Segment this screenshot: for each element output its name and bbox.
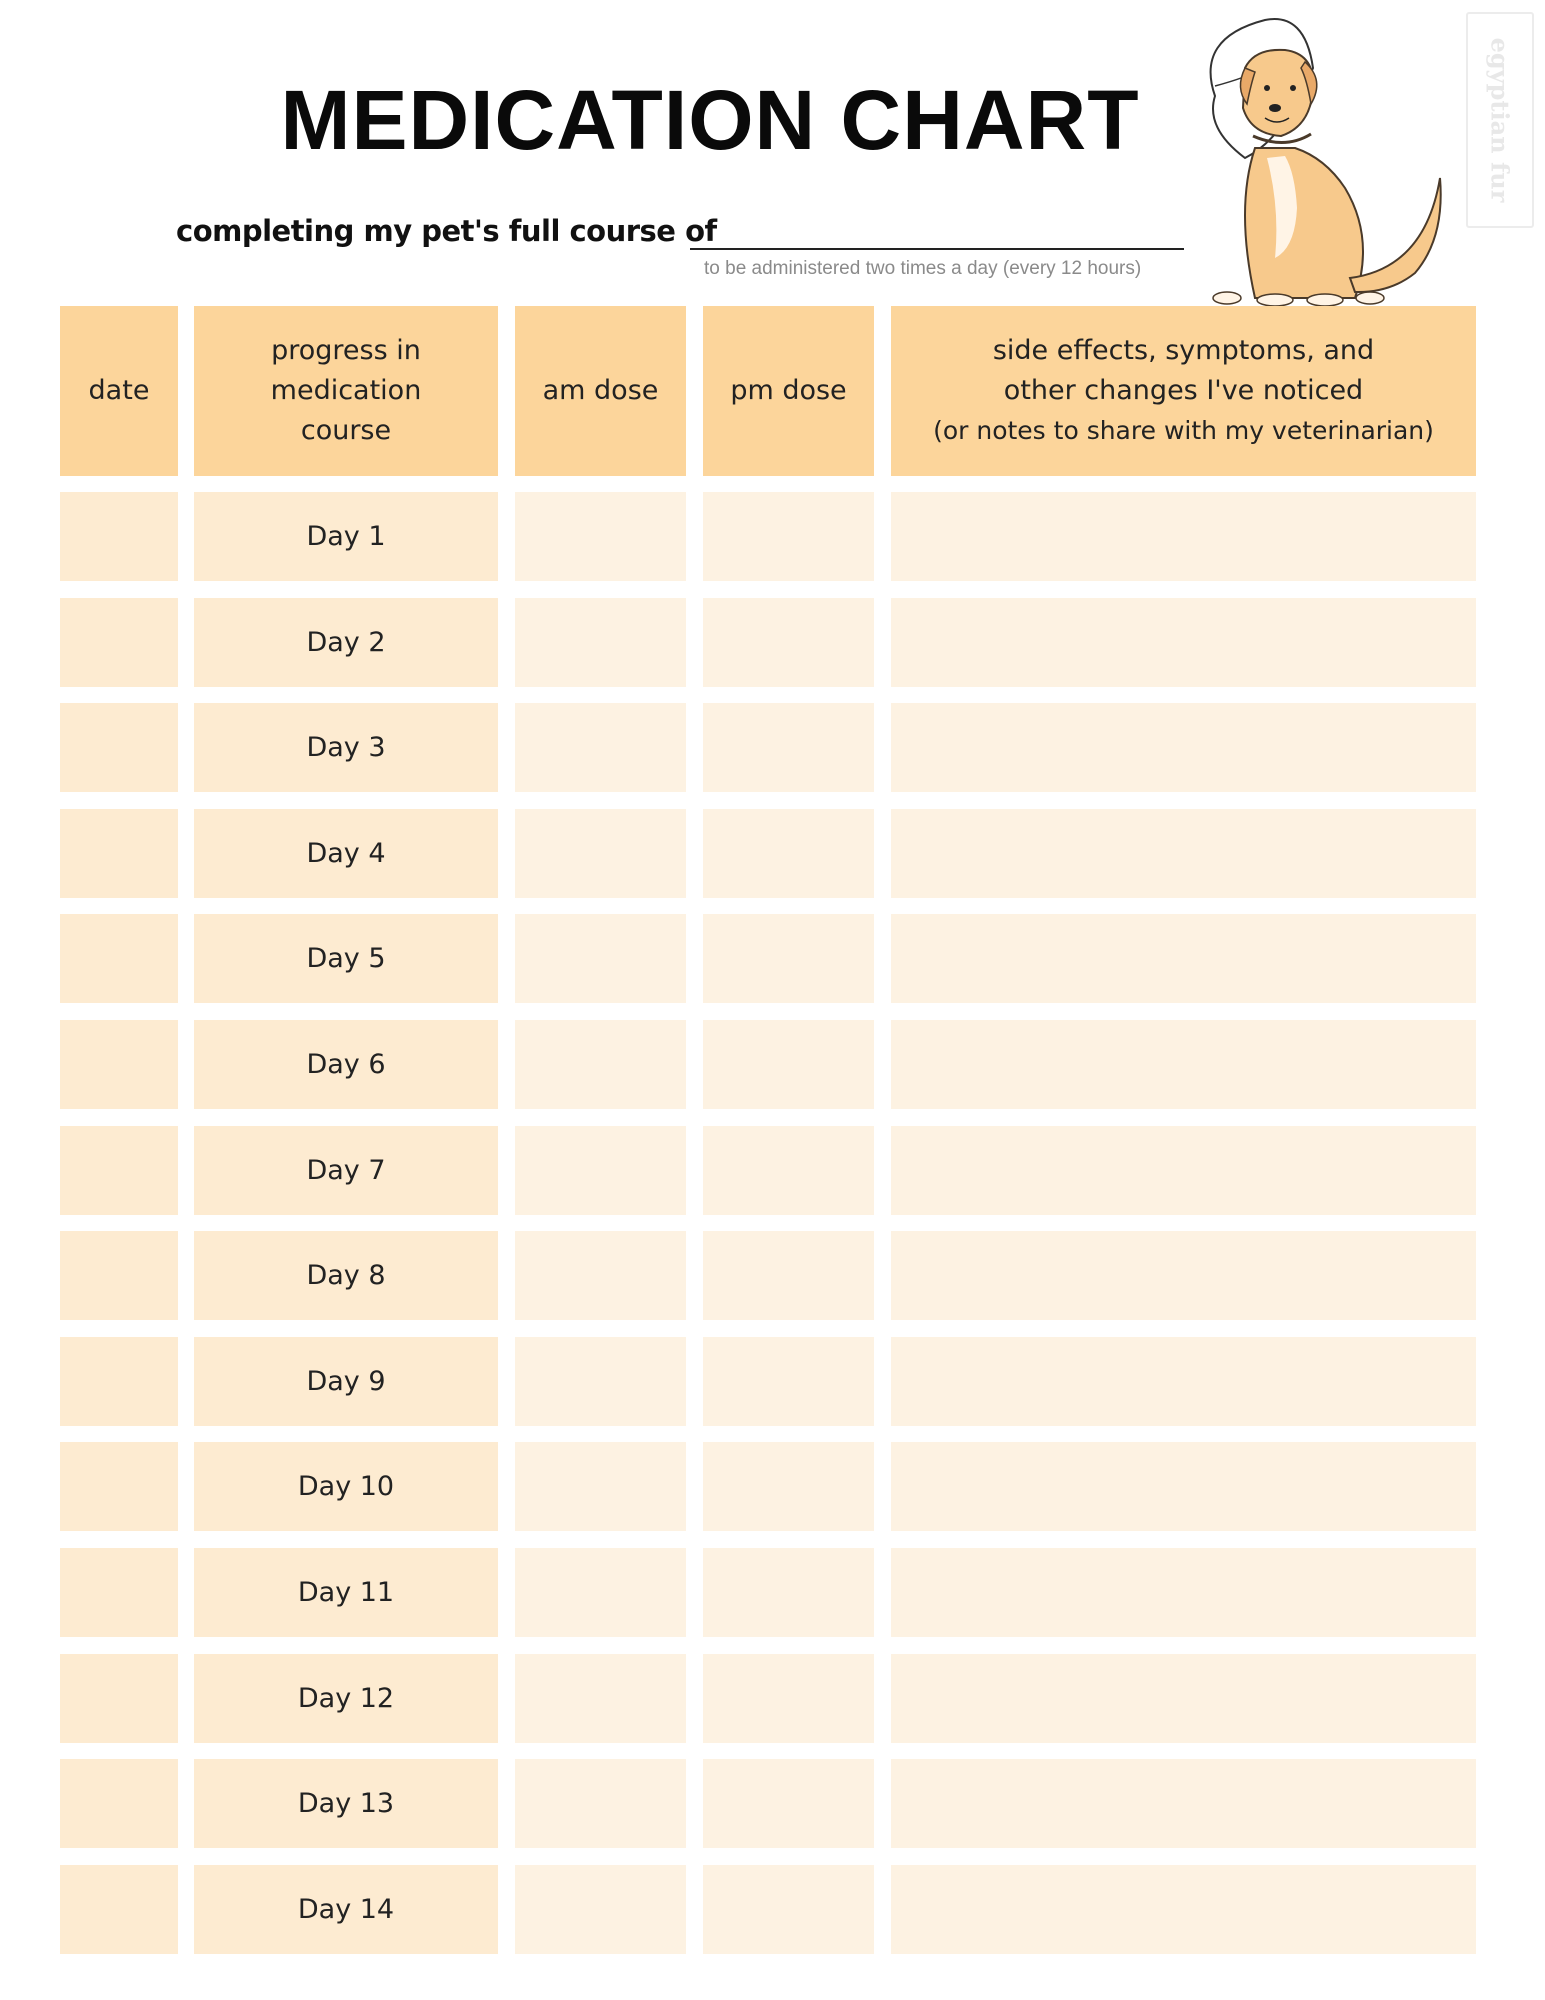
am-dose-cell[interactable] [515, 1865, 686, 1954]
date-cell[interactable] [60, 914, 178, 1003]
progress-cell: Day 5 [194, 914, 498, 1003]
header-notes-line1: side effects, symptoms, and [992, 335, 1375, 366]
pm-dose-cell[interactable] [703, 492, 874, 581]
am-dose-cell[interactable] [515, 1020, 686, 1109]
pm-dose-cell[interactable] [703, 1865, 874, 1954]
date-cell[interactable] [60, 492, 178, 581]
header-progress [194, 306, 498, 476]
am-dose-cell[interactable] [515, 1337, 686, 1426]
dog-cone-illustration [1185, 8, 1465, 310]
pm-dose-cell[interactable] [703, 1759, 874, 1848]
notes-cell[interactable] [891, 1126, 1476, 1215]
notes-cell[interactable] [891, 1337, 1476, 1426]
am-dose-cell[interactable] [515, 809, 686, 898]
progress-cell: Day 7 [194, 1126, 498, 1215]
notes-cell[interactable] [891, 1020, 1476, 1109]
header-notes-line3: (or notes to share with my veterinarian) [933, 416, 1434, 445]
notes-cell[interactable] [891, 1442, 1476, 1531]
date-cell[interactable] [60, 1548, 178, 1637]
date-cell[interactable] [60, 1442, 178, 1531]
progress-cell: Day 8 [194, 1231, 498, 1320]
notes-cell[interactable] [891, 703, 1476, 792]
progress-cell: Day 13 [194, 1759, 498, 1848]
pm-dose-cell[interactable] [703, 1126, 874, 1215]
header-progress-line1: progress in [271, 335, 421, 366]
am-dose-cell[interactable] [515, 914, 686, 1003]
am-dose-cell[interactable] [515, 1126, 686, 1215]
notes-cell[interactable] [891, 1231, 1476, 1320]
notes-cell[interactable] [891, 1654, 1476, 1743]
progress-cell: Day 6 [194, 1020, 498, 1109]
notes-cell[interactable] [891, 1759, 1476, 1848]
notes-cell[interactable] [891, 1865, 1476, 1954]
am-dose-cell[interactable] [515, 1231, 686, 1320]
am-dose-cell[interactable] [515, 1759, 686, 1848]
notes-cell[interactable] [891, 492, 1476, 581]
date-cell[interactable] [60, 809, 178, 898]
am-dose-cell[interactable] [515, 703, 686, 792]
notes-cell[interactable] [891, 914, 1476, 1003]
pm-dose-cell[interactable] [703, 809, 874, 898]
pm-dose-cell[interactable] [703, 598, 874, 687]
brand-watermark [1466, 12, 1534, 228]
notes-cell[interactable] [891, 809, 1476, 898]
am-dose-cell[interactable] [515, 492, 686, 581]
date-cell[interactable] [60, 598, 178, 687]
pm-dose-cell[interactable] [703, 1231, 874, 1320]
am-dose-cell[interactable] [515, 1442, 686, 1531]
header-am-dose: am dose [515, 306, 686, 476]
header-date: date [60, 306, 178, 476]
header-notes-line2: other changes I've noticed [1003, 375, 1364, 406]
progress-cell: Day 11 [194, 1548, 498, 1637]
date-cell[interactable] [60, 1126, 178, 1215]
progress-cell: Day 9 [194, 1337, 498, 1426]
date-cell[interactable] [60, 1020, 178, 1109]
pm-dose-cell[interactable] [703, 1442, 874, 1531]
am-dose-cell[interactable] [515, 1654, 686, 1743]
progress-cell: Day 2 [194, 598, 498, 687]
pm-dose-cell[interactable] [703, 1337, 874, 1426]
header-pm-dose: pm dose [703, 306, 874, 476]
course-label: completing my pet's full course of [176, 214, 717, 248]
header-notes [891, 306, 1476, 476]
progress-cell: Day 4 [194, 809, 498, 898]
brand-watermark-text: egyptian fur [1485, 37, 1515, 203]
page-title: MEDICATION CHART [280, 73, 1140, 167]
date-cell[interactable] [60, 1337, 178, 1426]
progress-cell: Day 14 [194, 1865, 498, 1954]
am-dose-cell[interactable] [515, 1548, 686, 1637]
date-cell[interactable] [60, 1654, 178, 1743]
header-progress-line2: medication [270, 375, 422, 406]
pm-dose-cell[interactable] [703, 1548, 874, 1637]
progress-cell: Day 12 [194, 1654, 498, 1743]
date-cell[interactable] [60, 703, 178, 792]
notes-cell[interactable] [891, 1548, 1476, 1637]
date-cell[interactable] [60, 1759, 178, 1848]
course-fill-line[interactable] [690, 248, 1184, 250]
notes-cell[interactable] [891, 598, 1476, 687]
date-cell[interactable] [60, 1865, 178, 1954]
pm-dose-cell[interactable] [703, 914, 874, 1003]
progress-cell: Day 10 [194, 1442, 498, 1531]
am-dose-cell[interactable] [515, 598, 686, 687]
course-note: to be administered two times a day (every 12 hours) [704, 258, 1142, 279]
progress-cell: Day 3 [194, 703, 498, 792]
progress-cell: Day 1 [194, 492, 498, 581]
pm-dose-cell[interactable] [703, 1020, 874, 1109]
pm-dose-cell[interactable] [703, 1654, 874, 1743]
header-progress-line3: course [300, 415, 392, 446]
date-cell[interactable] [60, 1231, 178, 1320]
pm-dose-cell[interactable] [703, 703, 874, 792]
